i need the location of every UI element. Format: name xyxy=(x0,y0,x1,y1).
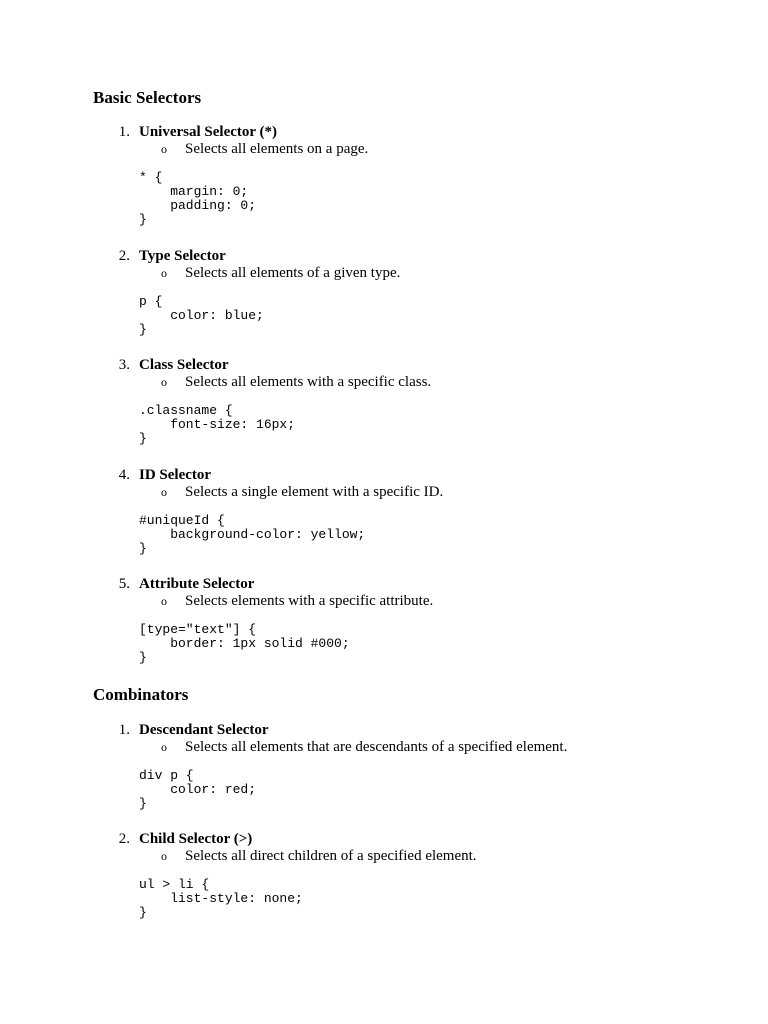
bullet-icon: o xyxy=(161,740,167,754)
item-number: 2. xyxy=(118,831,130,847)
item-number: 2. xyxy=(118,248,130,264)
code-line: } xyxy=(139,322,147,337)
bullet-icon: o xyxy=(161,142,167,156)
code-line: } xyxy=(139,212,147,227)
code-line: list-style: none; xyxy=(139,891,303,906)
item-number: 1. xyxy=(118,722,130,738)
code-line: padding: 0; xyxy=(139,198,257,213)
code-block xyxy=(139,878,303,920)
code-line: ul > li { xyxy=(139,877,210,892)
code-line: } xyxy=(139,541,147,556)
section-heading-basic-selectors: Basic Selectors xyxy=(93,88,202,107)
code-line: font-size: 16px; xyxy=(139,417,296,432)
code-line: color: red; xyxy=(139,782,257,797)
item-title: Universal Selector (*) xyxy=(139,124,278,140)
code-line: p { xyxy=(139,294,163,309)
code-line: } xyxy=(139,650,147,665)
item-title: Attribute Selector xyxy=(139,576,255,592)
item-title: Descendant Selector xyxy=(139,722,269,738)
code-line: .classname { xyxy=(139,403,233,418)
bullet-icon: o xyxy=(161,375,167,389)
item-description: Selects a single element with a specific ID. xyxy=(185,484,444,500)
code-line: margin: 0; xyxy=(139,184,249,199)
item-number: 4. xyxy=(118,467,130,483)
item-description: Selects elements with a specific attribute. xyxy=(185,593,434,609)
code-block xyxy=(139,623,350,665)
code-block xyxy=(139,769,256,811)
code-line: div p { xyxy=(139,768,194,783)
section-heading-combinators: Combinators xyxy=(93,685,189,704)
item-description: Selects all elements that are descendants of a specified element. xyxy=(185,739,568,755)
bullet-icon: o xyxy=(161,485,167,499)
item-description: Selects all elements on a page. xyxy=(185,141,369,157)
code-block xyxy=(139,171,256,227)
code-line: * { xyxy=(139,170,163,185)
code-line: [type="text"] { xyxy=(139,622,257,637)
item-number: 3. xyxy=(118,357,130,373)
item-title: ID Selector xyxy=(139,467,212,483)
code-line: } xyxy=(139,431,147,446)
code-line: #uniqueId { xyxy=(139,513,225,528)
item-description: Selects all elements with a specific class. xyxy=(185,374,432,390)
code-block xyxy=(139,295,264,337)
item-description: Selects all elements of a given type. xyxy=(185,265,401,281)
code-block xyxy=(139,514,365,556)
bullet-icon: o xyxy=(161,266,167,280)
bullet-icon: o xyxy=(161,849,167,863)
item-description: Selects all direct children of a specified element. xyxy=(185,848,477,864)
item-number: 1. xyxy=(118,124,130,140)
code-line: } xyxy=(139,905,147,920)
code-line: color: blue; xyxy=(139,308,264,323)
code-line: background-color: yellow; xyxy=(139,527,366,542)
item-title: Class Selector xyxy=(139,357,229,373)
item-title: Child Selector (>) xyxy=(139,831,253,847)
code-block xyxy=(139,404,295,446)
code-line: } xyxy=(139,796,147,811)
item-title: Type Selector xyxy=(139,248,226,264)
item-number: 5. xyxy=(118,576,130,592)
bullet-icon: o xyxy=(161,594,167,608)
code-line: border: 1px solid #000; xyxy=(139,636,350,651)
